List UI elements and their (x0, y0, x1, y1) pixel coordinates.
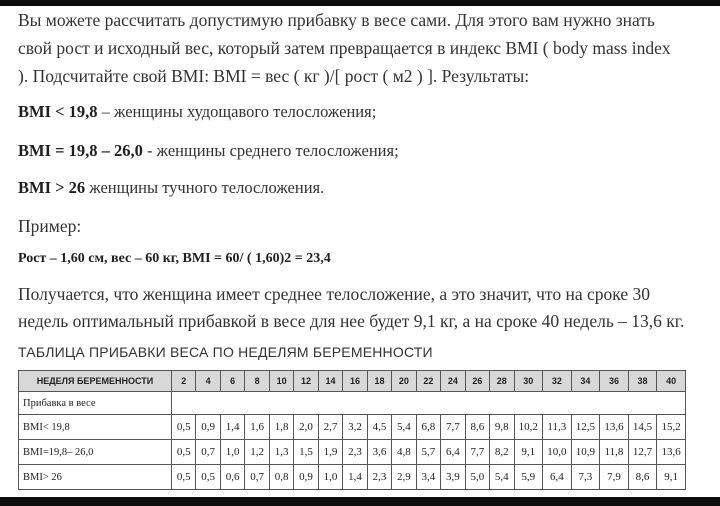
table-title: ТАБЛИЦА ПРИБАВКИ ВЕСА ПО НЕДЕЛЯМ БЕРЕМЕННОСТИ (18, 344, 433, 360)
week-header-cell: 4 (196, 371, 220, 392)
value-cell: 2,7 (318, 415, 342, 440)
value-cell: 9,1 (657, 465, 686, 490)
week-header-cell: 22 (416, 371, 440, 392)
example-heading: Пример: (18, 216, 82, 236)
bottom-border (0, 497, 720, 506)
value-cell: 7,9 (600, 465, 629, 490)
value-cell: 0,7 (196, 440, 220, 465)
rule-underweight-text: – женщины худощавого телосложения; (97, 102, 377, 121)
value-cell: 0,9 (294, 465, 318, 490)
table-header-row (19, 371, 686, 392)
value-cell: 1,3 (269, 440, 293, 465)
week-header-cell: 10 (269, 371, 293, 392)
value-cell: 0,7 (245, 465, 269, 490)
conclusion-line-2: недель оптимальный прибавкой в весе для нее будет 9,1 кг, а на сроке 40 недель – 13,6 кг. (18, 311, 685, 331)
week-header-cell: 18 (367, 371, 391, 392)
value-cell: 7,7 (465, 440, 489, 465)
value-cell: 3,4 (416, 465, 440, 490)
table-row (19, 465, 686, 490)
week-header-cell: 2 (171, 371, 195, 392)
value-cell: 5,4 (392, 415, 416, 440)
value-cell: 14,5 (628, 415, 657, 440)
week-header-cell: 38 (628, 371, 657, 392)
intro-line-1: Вы можете рассчитать допустимую прибавку в весе сами. Для этого вам нужно знать (18, 10, 655, 30)
value-cell: 4,5 (367, 415, 391, 440)
value-cell: 6,8 (416, 415, 440, 440)
rule-underweight (18, 102, 376, 122)
week-header-cell: 34 (571, 371, 600, 392)
value-cell: 10,9 (571, 440, 600, 465)
value-cell: 0,9 (196, 415, 220, 440)
week-header-cell: 36 (600, 371, 629, 392)
value-cell: 3,2 (343, 415, 367, 440)
value-cell: 9,8 (490, 415, 514, 440)
value-cell: 1,4 (343, 465, 367, 490)
week-header-cell: 32 (543, 371, 572, 392)
value-cell: 8,6 (465, 415, 489, 440)
value-cell: 13,6 (657, 440, 686, 465)
value-cell: 5,7 (416, 440, 440, 465)
value-cell: 0,8 (269, 465, 293, 490)
week-header-cell: 28 (490, 371, 514, 392)
rule-underweight-bold: BMI < 19,8 (18, 102, 98, 121)
row-label: BMI< 19,8 (19, 415, 172, 440)
value-cell: 2,9 (392, 465, 416, 490)
value-cell: 10,0 (543, 440, 572, 465)
row-label: BMI=19,8– 26,0 (19, 440, 172, 465)
value-cell: 8,6 (628, 465, 657, 490)
value-cell: 12,7 (628, 440, 657, 465)
week-header-cell: 26 (465, 371, 489, 392)
rule-overweight (18, 178, 324, 198)
rule-overweight-bold: BMI > 26 (18, 178, 86, 197)
top-border (0, 0, 720, 6)
value-cell: 3,6 (367, 440, 391, 465)
week-header-cell: 40 (657, 371, 686, 392)
value-cell: 5,9 (514, 465, 543, 490)
value-cell: 0,5 (171, 465, 195, 490)
value-cell: 7,3 (571, 465, 600, 490)
value-cell: 11,8 (600, 440, 629, 465)
value-cell: 2,3 (367, 465, 391, 490)
value-cell: 15,2 (657, 415, 686, 440)
value-cell: 6,4 (543, 465, 572, 490)
week-header-cell: 30 (514, 371, 543, 392)
value-cell: 7,7 (441, 415, 465, 440)
rule-overweight-text: женщины тучного телосложения. (85, 178, 325, 197)
week-header-cell: 16 (343, 371, 367, 392)
value-cell: 4,8 (392, 440, 416, 465)
table-row (19, 440, 686, 465)
value-cell: 9,1 (514, 440, 543, 465)
table-subheader-row (19, 392, 686, 415)
week-header-cell: 8 (245, 371, 269, 392)
week-header-cell: 6 (220, 371, 244, 392)
value-cell: 13,6 (600, 415, 629, 440)
value-cell: 5,0 (465, 465, 489, 490)
value-cell: 2,3 (343, 440, 367, 465)
value-cell: 1,0 (318, 465, 342, 490)
week-header-cell: 14 (318, 371, 342, 392)
value-cell: 0,5 (171, 440, 195, 465)
value-cell: 1,6 (245, 415, 269, 440)
value-cell: 5,4 (490, 465, 514, 490)
value-cell: 6,4 (441, 440, 465, 465)
rule-average-text: - женщины среднего телосложения; (142, 141, 399, 160)
value-cell: 1,2 (245, 440, 269, 465)
value-cell: 1,4 (220, 415, 244, 440)
value-cell: 10,2 (514, 415, 543, 440)
row-label: BMI> 26 (19, 465, 172, 490)
value-cell: 1,5 (294, 440, 318, 465)
intro-line-3: ). Подсчитайте свой BMI: BMI = вес ( кг )/[ рост ( м2 ) ]. Результаты: (18, 66, 530, 86)
subheader-label: Прибавка в весе (19, 392, 172, 415)
subheader-empty-cell (171, 392, 685, 415)
value-cell: 0,5 (196, 465, 220, 490)
table-row (19, 415, 686, 440)
example-formula: Рост – 1,60 см, вес – 60 кг, BMI = 60/ ( 1,60)2 = 23,4 (18, 251, 331, 266)
value-cell: 0,6 (220, 465, 244, 490)
value-cell: 8,2 (490, 440, 514, 465)
week-header-cell: 24 (441, 371, 465, 392)
value-cell: 3,9 (441, 465, 465, 490)
week-header-cell: 12 (294, 371, 318, 392)
value-cell: 2,0 (294, 415, 318, 440)
rule-average-bold: BMI = 19,8 – 26,0 (18, 141, 143, 160)
value-cell: 11,3 (543, 415, 572, 440)
weight-gain-table (18, 370, 686, 490)
value-cell: 1,0 (220, 440, 244, 465)
value-cell: 12,5 (571, 415, 600, 440)
value-cell: 1,8 (269, 415, 293, 440)
week-header-cell: 20 (392, 371, 416, 392)
value-cell: 1,9 (318, 440, 342, 465)
header-label: НЕДЕЛЯ БЕРЕМЕННОСТИ (19, 371, 172, 392)
conclusion-line-1: Получается, что женщина имеет среднее телосложение, а это значит, что на сроке 30 (18, 284, 650, 304)
value-cell: 0,5 (171, 415, 195, 440)
intro-line-2: свой рост и исходный вес, который затем превращается в индекс BMI ( body mass index (18, 38, 671, 58)
rule-average (18, 141, 399, 161)
